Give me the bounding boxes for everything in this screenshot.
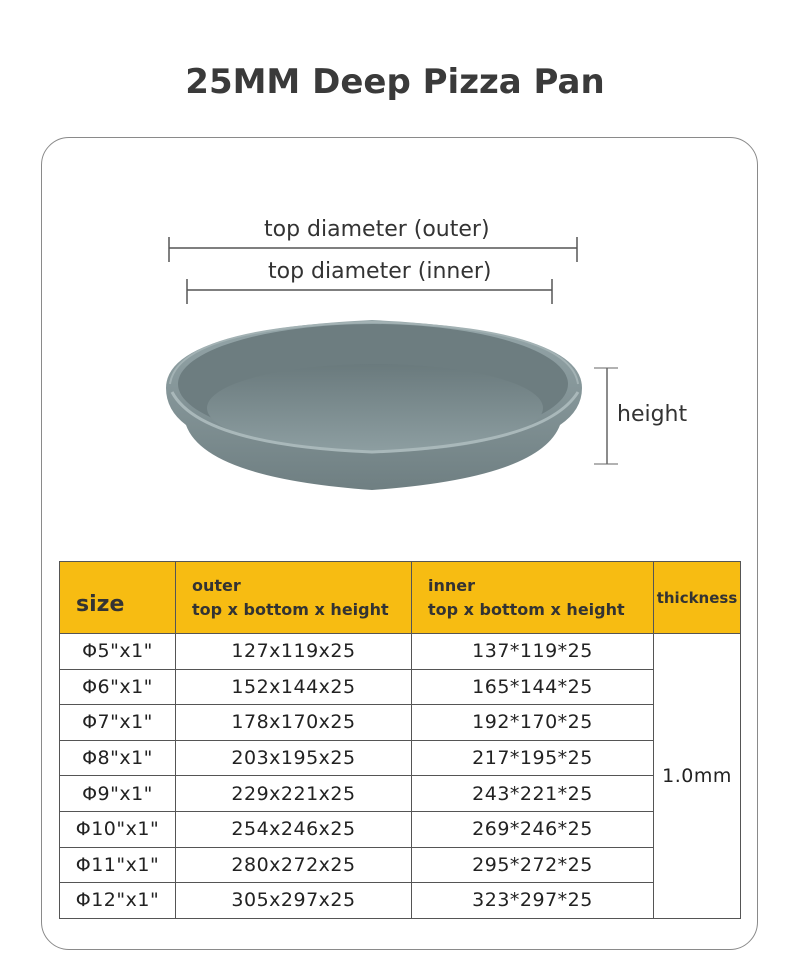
- thickness-header: thickness: [654, 562, 741, 634]
- outer-cell: 127x119x25: [176, 634, 412, 670]
- inner-header-line1: inner: [428, 575, 476, 595]
- outer-header-line1: outer: [192, 575, 241, 595]
- spec-table-body: [60, 634, 741, 919]
- height-label: height: [617, 402, 688, 427]
- inner-diameter-label: top diameter (inner): [268, 259, 492, 284]
- size-cell: Φ8"x1": [60, 740, 176, 776]
- size-cell: Φ5"x1": [60, 634, 176, 670]
- table-row: [60, 883, 741, 919]
- table-row: [60, 634, 741, 670]
- size-cell: Φ11"x1": [60, 847, 176, 883]
- inner-cell: 217*195*25: [412, 740, 654, 776]
- inner-cell: 243*221*25: [412, 776, 654, 812]
- table-row: [60, 740, 741, 776]
- table-row: [60, 669, 741, 705]
- thickness-cell: 1.0mm: [654, 634, 741, 919]
- spec-table: [59, 561, 741, 919]
- height-dimension: [594, 368, 618, 464]
- inner-header: [412, 562, 654, 634]
- outer-cell: 229x221x25: [176, 776, 412, 812]
- outer-diameter-label: top diameter (outer): [264, 217, 490, 242]
- size-cell: Φ12"x1": [60, 883, 176, 919]
- page-title: 25MM Deep Pizza Pan: [185, 62, 605, 102]
- outer-cell: 178x170x25: [176, 705, 412, 741]
- table-row: [60, 847, 741, 883]
- inner-cell: 192*170*25: [412, 705, 654, 741]
- table-row: [60, 776, 741, 812]
- inner-cell: 269*246*25: [412, 811, 654, 847]
- inner-cell: 137*119*25: [412, 634, 654, 670]
- outer-cell: 203x195x25: [176, 740, 412, 776]
- outer-cell: 280x272x25: [176, 847, 412, 883]
- pizza-pan-image: [166, 320, 582, 490]
- outer-cell: 305x297x25: [176, 883, 412, 919]
- inner-cell: 295*272*25: [412, 847, 654, 883]
- outer-cell: 152x144x25: [176, 669, 412, 705]
- size-header: size: [60, 562, 176, 634]
- spec-table-header: [60, 562, 741, 634]
- table-row: [60, 811, 741, 847]
- outer-header: [176, 562, 412, 634]
- inner-cell: 165*144*25: [412, 669, 654, 705]
- outer-cell: 254x246x25: [176, 811, 412, 847]
- outer-header-line2: top x bottom x height: [192, 599, 389, 619]
- size-cell: Φ6"x1": [60, 669, 176, 705]
- inner-cell: 323*297*25: [412, 883, 654, 919]
- table-row: [60, 705, 741, 741]
- size-cell: Φ9"x1": [60, 776, 176, 812]
- size-cell: Φ10"x1": [60, 811, 176, 847]
- size-cell: Φ7"x1": [60, 705, 176, 741]
- inner-header-line2: top x bottom x height: [428, 599, 625, 619]
